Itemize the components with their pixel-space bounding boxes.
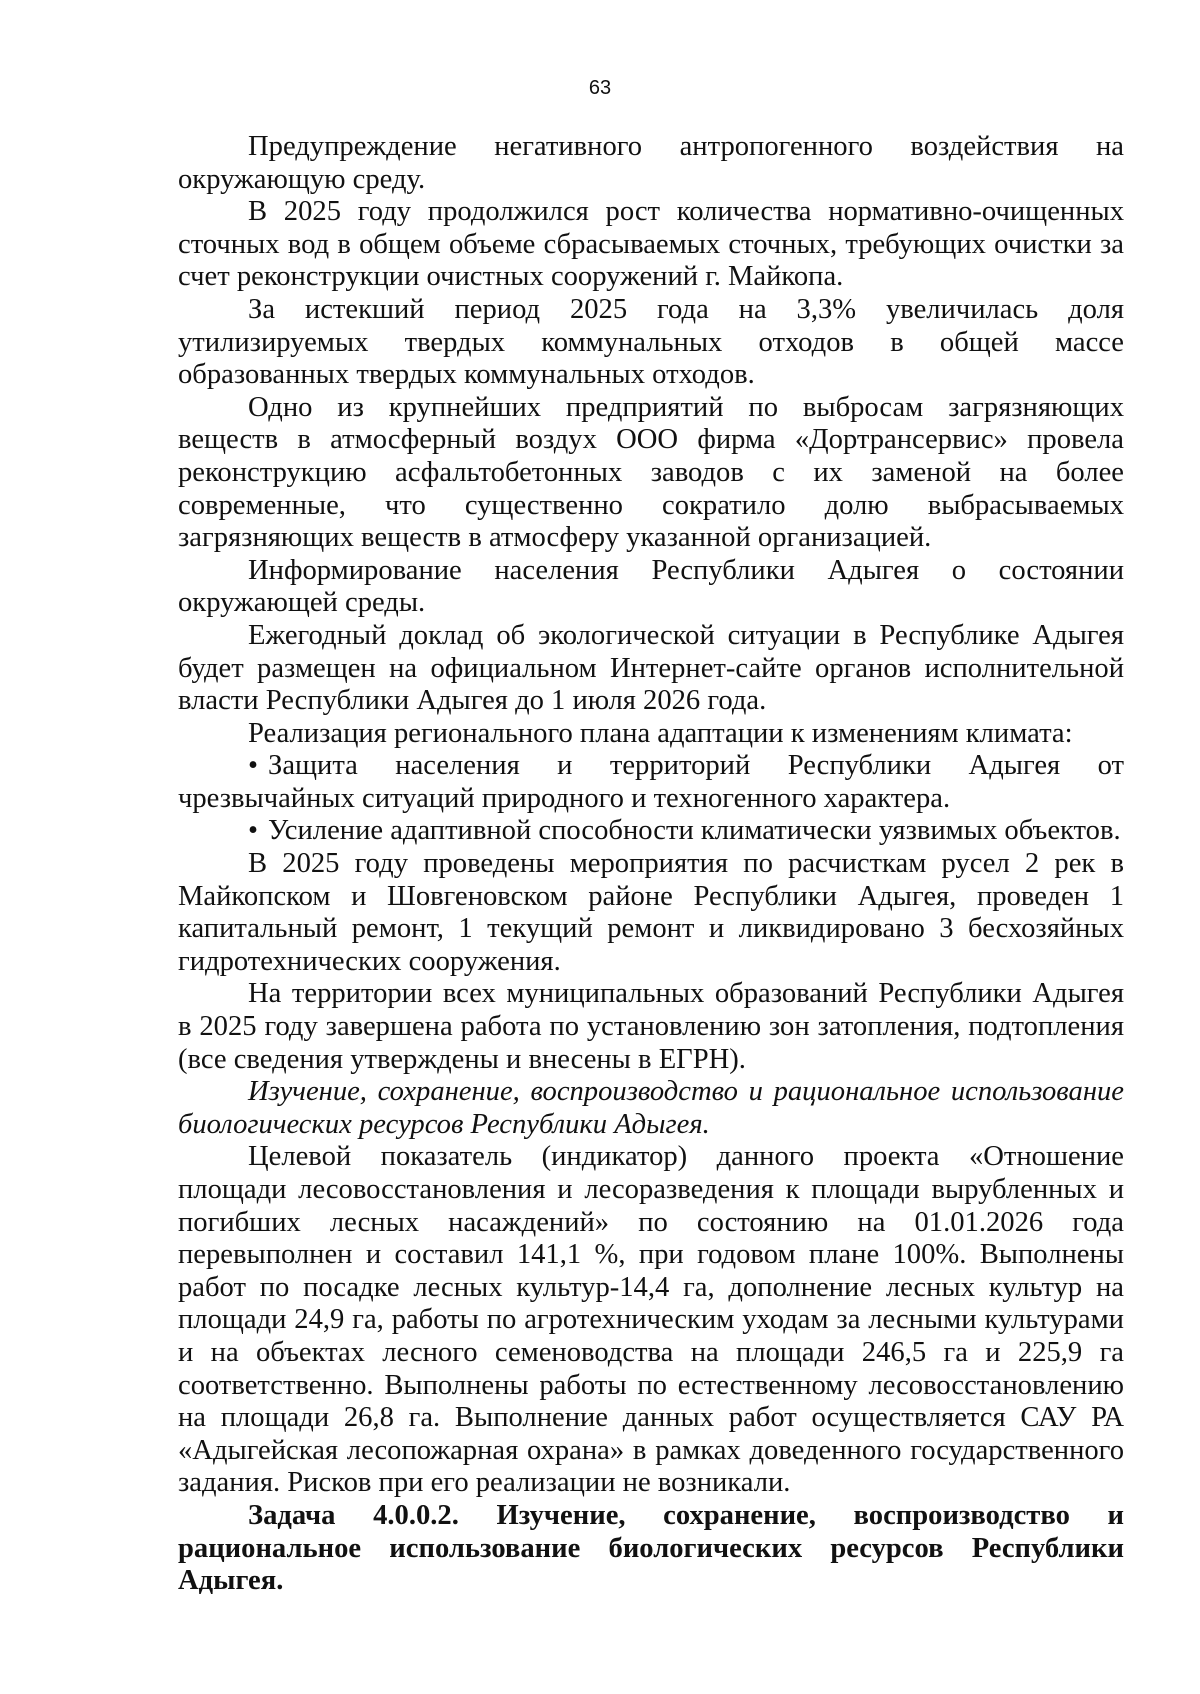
page-number: 63 (588, 77, 612, 99)
bullet-text: Защита населения и территорий Республики Адыгея от чрезвычайных ситуаций природного и техногенного характера. (178, 750, 1124, 814)
paragraph: На территории всех муниципальных образований Республики Адыгея в 2025 году завершена работа по установлению зон затопления, подтопления (все сведения утверждены и внесены в ЕГРН). (178, 978, 1124, 1075)
bullet-icon: • (248, 815, 259, 847)
paragraph: Предупреждение негативного антропогенного воздействия на окружающую среду. (178, 131, 1124, 195)
paragraph: Одно из крупнейших предприятий по выбросам загрязняющих веществ в атмосферный воздух ООО фирма «Дортрансервис» провела реконструкцию асфальтобетонных заводов с их заменой на более современные, что существенно сократило долю выбрасываемых загрязняющих веществ в атмосферу указанной организацией. (178, 391, 1124, 554)
paragraph: Реализация регионального плана адаптации к изменениям климата: (248, 717, 1073, 749)
indicator-paragraph: Целевой показатель (индикатор) данного проекта «Отношение площади лесовосстановления и лесоразведения к площади вырубленных и погибших лесных насаждений» по состоянию на 01.01.2026 года перевыполнен и составил 141,1 %, при годовом плане 100%. Выполнены работ по посадке лесных культур-14,4 га, дополнение лесных культур на площади 24,9 га, работы по агротехническим уходам за лесными культурами и на объектах лесного семеноводства на площади 246,5 га и 225,9 га соответственно. Выполнены работы по естественному лесовосстановлению на площади 26,8 га. Выполнение данных работ осуществляется САУ РА «Адыгейская лесопожарная охрана» в рамках доведенного государственного задания. Рисков при его реализации не возникали. (178, 1141, 1124, 1499)
paragraph: За истекший период 2025 года на 3,3% увеличилась доля утилизируемых твердых коммунальных отходов в общей массе образованных твердых коммунальных отходов. (178, 293, 1124, 391)
paragraph: Информирование населения Республики Адыгея о состоянии окружающей среды. (178, 554, 1124, 619)
bullet-item (178, 750, 1124, 815)
paragraph: В 2025 году продолжился рост количества нормативно-очищенных сточных вод в общем объеме сбрасываемых сточных, требующих очистки за счет реконструкции очистных сооружений г. Майкопа. (178, 196, 1124, 293)
italic-heading: Изучение, сохранение, воспроизводство и рациональное использование биологических ресурсов Республики Адыгея. (178, 1076, 1124, 1140)
document-body (178, 131, 1124, 1598)
bullet-icon: • (248, 750, 259, 782)
task-heading: Задача 4.0.0.2. Изучение, сохранение, воспроизводство и рациональное использование биологических ресурсов Республики Адыгея. (178, 1499, 1124, 1597)
bullet-item (178, 815, 1124, 848)
bullet-text: Усиление адаптивной способности климатически уязвимых объектов. (268, 815, 1121, 847)
paragraph: В 2025 году проведены мероприятия по расчисткам русел 2 рек в Майкопском и Шовгеновском районе Республики Адыгея, проведен 1 капитальный ремонт, 1 текущий ремонт и ликвидировано 3 бесхозяйных гидротехнических сооружения. (178, 848, 1124, 977)
paragraph: Ежегодный доклад об экологической ситуации в Республике Адыгея будет размещен на официальном Интернет-сайте органов исполнительной власти Республики Адыгея до 1 июля 2026 года. (178, 619, 1124, 717)
